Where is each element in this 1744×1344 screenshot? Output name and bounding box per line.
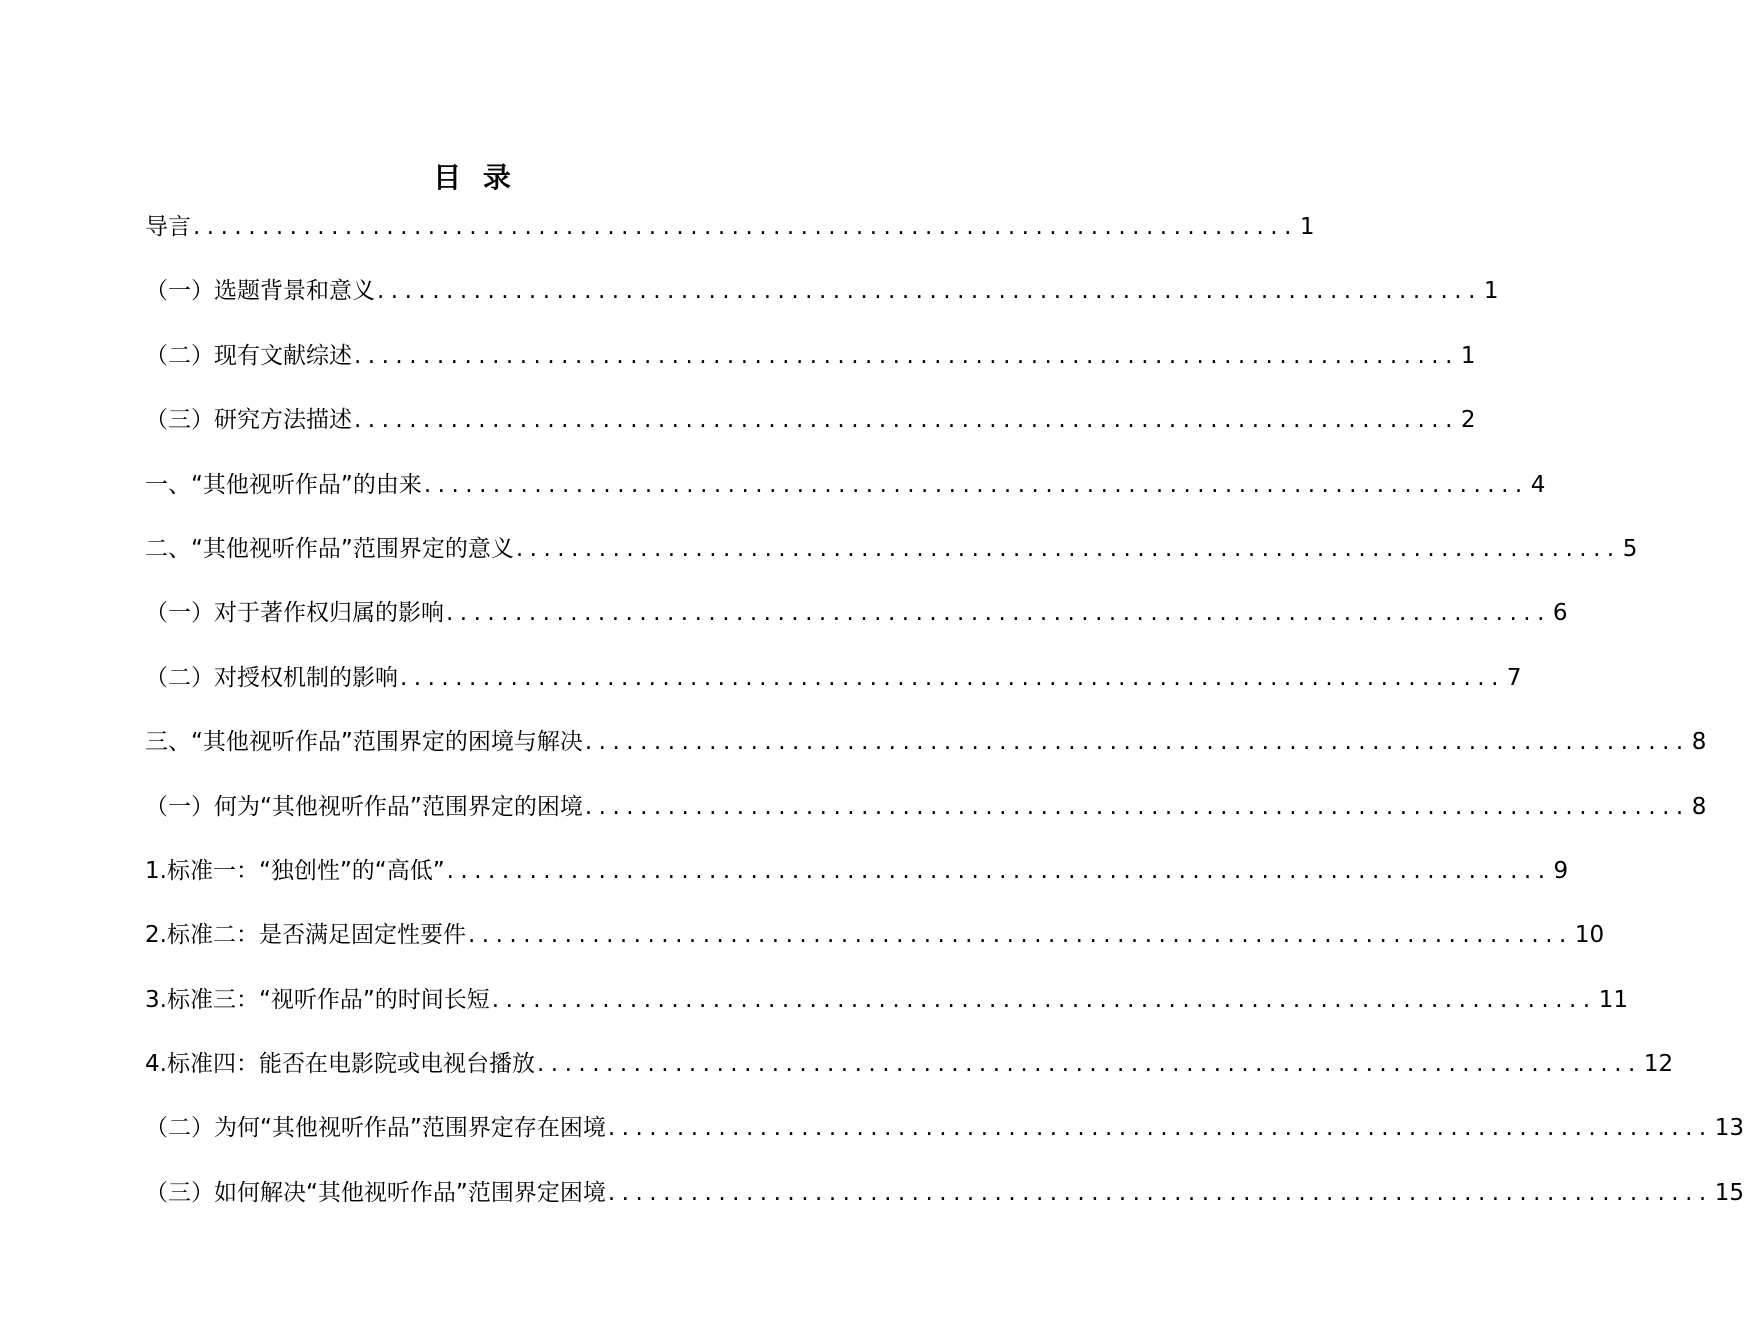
toc-entry-page: 8 [1691,793,1707,820]
dot-leader: ................................................................................ [515,535,1621,562]
toc-entry-page: 12 [1643,1051,1674,1078]
toc-entry-text: 对授权机制的影响 [214,664,398,691]
toc-list [145,207,1744,1237]
toc-entry-text: 何为“其他视听作品”范围界定的困境 [214,793,583,820]
toc-entry[interactable] [145,1044,1674,1108]
toc-entry-page: 1 [1460,342,1476,369]
toc-entry-page: 11 [1598,986,1628,1013]
dot-leader: ................................................................................ [536,1051,1642,1078]
toc-entry-page: 10 [1574,922,1605,949]
toc-entry[interactable] [145,271,1499,335]
toc-entry-marker: 二、 [145,535,191,562]
dot-leader: ................................................................................ [377,278,1482,305]
toc-entry-text: 为何“其他视听作品”范围界定存在困境 [214,1115,606,1142]
toc-entry-marker: 一、 [145,471,191,498]
dot-leader: ................................................................................ [193,214,1298,240]
toc-entry-page: 6 [1552,600,1568,627]
toc-entry[interactable] [145,851,1569,915]
toc-entry[interactable] [145,658,1522,722]
toc-entry[interactable] [145,207,1315,271]
dot-leader: ................................................................................ [607,1179,1713,1206]
toc-entry-marker: （一） [145,600,214,627]
dot-leader: ................................................................................ [467,922,1573,949]
toc-entry[interactable] [145,722,1707,786]
toc-entry-page: 8 [1691,729,1707,756]
dot-leader: ................................................................................ [584,729,1690,756]
dot-leader: ................................................................................ [607,1115,1713,1142]
toc-entry-text: “其他视听作品”范围界定的困境与解决 [191,729,583,756]
toc-entry-marker: 三、 [145,729,191,756]
toc-entry-marker: （一） [145,278,214,305]
toc-entry[interactable] [145,1108,1744,1172]
dot-leader: ................................................................................ [491,986,1597,1013]
toc-entry[interactable] [145,465,1546,529]
toc-entry-text: 导言 [145,214,191,240]
dot-leader: ................................................................................ [354,407,1459,434]
toc-entry-text: 标准三：“视听作品”的时间长短 [166,986,490,1013]
toc-entry-marker: 1. [145,857,167,884]
toc-entry-marker: （三） [145,1179,214,1206]
toc-entry-marker: 3. [145,986,167,1013]
toc-entry-marker: （三） [145,407,214,434]
toc-entry-marker: （二） [145,664,214,691]
toc-title: 目 录 [433,161,517,194]
dot-leader: ................................................................................ [446,857,1552,884]
toc-entry-text: 现有文献综述 [214,342,352,369]
toc-entry[interactable] [145,400,1476,464]
toc-entry-marker: 4. [145,1051,167,1078]
dot-leader: ................................................................................ [584,793,1690,820]
toc-entry-page: 7 [1506,664,1522,691]
toc-entry-text: “其他视听作品”的由来 [191,471,422,498]
toc-entry-page: 2 [1460,407,1476,434]
toc-entry-text: 标准四：能否在电影院或电视台播放 [166,1051,535,1078]
toc-entry[interactable] [145,336,1476,400]
toc-entry-page: 9 [1553,857,1569,884]
toc-entry-page: 1 [1299,214,1315,240]
toc-entry[interactable] [145,593,1568,657]
toc-entry-page: 1 [1483,278,1499,305]
toc-entry[interactable] [145,787,1707,851]
dot-leader: ................................................................................ [354,342,1459,369]
toc-entry-text: 标准二：是否满足固定性要件 [166,922,466,949]
toc-entry-text: “其他视听作品”范围界定的意义 [191,535,514,562]
dot-leader: ................................................................................ [423,471,1529,498]
toc-entry[interactable] [145,915,1605,979]
dot-leader: ................................................................................ [400,664,1505,691]
toc-entry-text: 对于著作权归属的影响 [214,600,444,627]
toc-entry[interactable] [145,1173,1744,1237]
toc-entry-marker: （二） [145,342,214,369]
toc-entry-text: 如何解决“其他视听作品”范围界定困境 [214,1179,606,1206]
toc-entry-marker: （一） [145,793,214,820]
dot-leader: ................................................................................ [446,600,1551,627]
toc-entry-text: 标准一：“独创性”的“高低” [166,857,445,884]
toc-entry-marker: （二） [145,1115,214,1142]
toc-entry-marker: 2. [145,922,167,949]
toc-entry-page: 15 [1714,1179,1744,1206]
toc-entry[interactable] [145,529,1638,593]
toc-entry[interactable] [145,980,1628,1044]
toc-entry-page: 4 [1530,471,1546,498]
toc-entry-text: 研究方法描述 [214,407,352,434]
toc-entry-page: 13 [1714,1115,1744,1142]
toc-entry-page: 5 [1622,535,1638,562]
toc-entry-text: 选题背景和意义 [214,278,375,305]
